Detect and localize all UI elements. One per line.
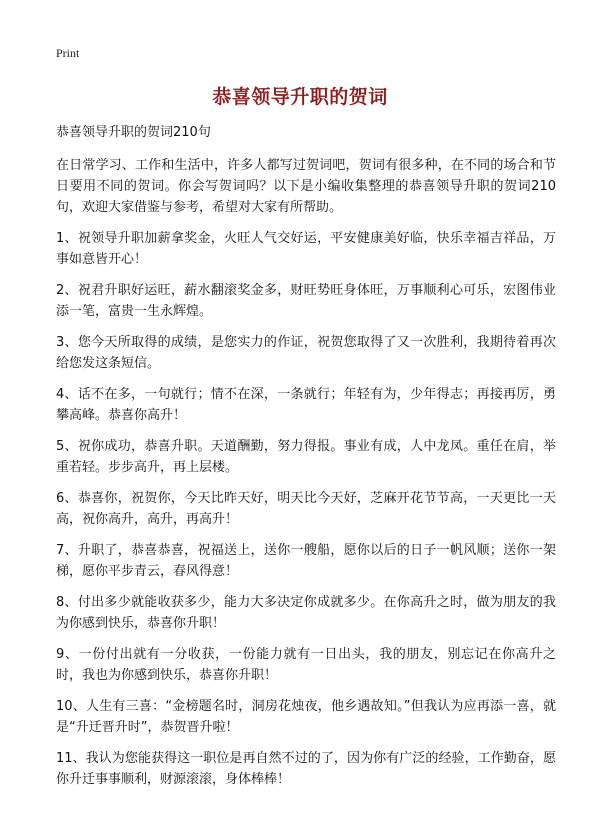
greeting-paragraph: 5、祝你成功，恭喜升职。天道酬勤，努力得报。事业有成，人中龙凤。重任在肩，举重若轻。步步高升，再上层楼。 xyxy=(56,439,556,475)
greeting-paragraph: 1、祝领导升职加薪拿奖金，火旺人气交好运，平安健康美好临，快乐幸福吉祥品，万事如意皆开心！ xyxy=(56,231,556,267)
print-label: Print xyxy=(56,46,80,60)
greeting-paragraph: 2、祝君升职好运旺，薪水翻滚奖金多，财旺势旺身体旺，万事顺利心可乐，宏图伟业添一笔，富贵一生永辉煌。 xyxy=(56,283,556,319)
greeting-paragraph: 4、话不在多，一句就行；情不在深，一条就行；年轻有为，少年得志；再接再厉，勇攀高峰。恭喜你高升！ xyxy=(56,387,556,423)
greeting-paragraph: 11、我认为您能获得这一职位是再自然不过的了，因为你有广泛的经验，工作勤奋，愿你升迁事事顺利，财源滚滚，身体棒棒！ xyxy=(56,751,556,787)
article-body xyxy=(56,122,556,800)
greeting-paragraph: 10、人生有三喜：“金榜题名时，洞房花烛夜，他乡遇故知。”但我认为应再添一喜，就是“升迁晋升时”，恭贺晋升啦！ xyxy=(56,699,556,735)
greeting-paragraph: 6、恭喜你，祝贺你，今天比昨天好，明天比今天好，芝麻开花节节高，一天更比一天高，祝你高升，高升，再高升！ xyxy=(56,491,556,527)
intro-paragraph: 在日常学习、工作和生活中，许多人都写过贺词吧，贺词有很多种，在不同的场合和节日要用不同的贺词。你会写贺词吗？以下是小编收集整理的恭喜领导升职的贺词210句，欢迎大家借鉴与参考，希望对大家有所帮助。 xyxy=(56,158,556,215)
greeting-paragraph: 9、一份付出就有一分收获，一份能力就有一日出头，我的朋友，别忘记在你高升之时，我也为你感到快乐，恭喜你升职！ xyxy=(56,647,556,683)
greeting-paragraph: 3、您今天所取得的成绩，是您实力的作证，祝贺您取得了又一次胜利，我期待着再次给您发这条短信。 xyxy=(56,335,556,371)
article-subtitle: 恭喜领导升职的贺词210句 xyxy=(56,125,211,140)
greeting-paragraph: 7、升职了，恭喜恭喜，祝福送上，送你一艘船，愿你以后的日子一帆风顺；送你一架梯，愿你平步青云，春风得意！ xyxy=(56,543,556,579)
greeting-paragraph: 8、付出多少就能收获多少，能力大多决定你成就多少。在你高升之时，做为朋友的我为你感到快乐，恭喜你升职！ xyxy=(56,595,556,631)
page-title: 恭喜领导升职的贺词 xyxy=(212,86,388,108)
